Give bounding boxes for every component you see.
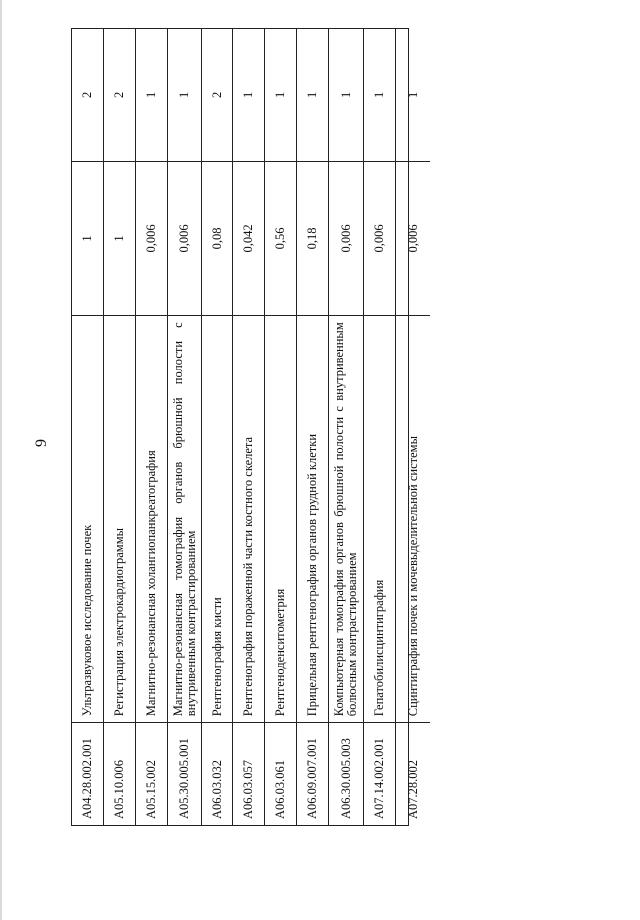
service-name: Магнитно-резонансная холангиопанкреатография — [136, 315, 167, 722]
service-name: Гепатобилисцинтиграфия — [364, 315, 395, 722]
service-code: A06.03.057 — [233, 722, 264, 825]
service-code: A04.28.002.001 — [72, 722, 103, 825]
service-name: Рентгенография пораженной части костного скелета — [233, 315, 264, 722]
services-table — [71, 28, 420, 826]
multiplicity-value: 2 — [112, 91, 126, 98]
table-row — [329, 29, 364, 825]
service-name: Рентгеноденситометрия — [265, 315, 296, 722]
service-name — [329, 315, 363, 722]
service-name: Рентгенография кисти — [202, 315, 232, 722]
frequency-value: 0,18 — [297, 161, 328, 316]
multiplicity-value: 2 — [80, 91, 94, 98]
frequency-value: 0,08 — [202, 161, 232, 316]
page-number: 9 — [33, 439, 50, 447]
frequency-value: 1 — [72, 161, 103, 316]
service-code: A06.30.005.003 — [329, 722, 363, 825]
service-code: A07.28.002 — [396, 722, 430, 825]
service-code: A06.03.061 — [265, 722, 296, 825]
service-name: Ультразвуковое исследование почек — [72, 315, 103, 722]
frequency-value: 0,006 — [168, 161, 201, 316]
multiplicity-value: 1 — [338, 91, 353, 98]
table-row — [297, 29, 329, 825]
frequency-value: 0,042 — [233, 161, 264, 316]
frequency-value: 0,006 — [329, 161, 363, 316]
frequency-value: 1 — [104, 161, 135, 316]
multiplicity-value: 1 — [372, 91, 386, 98]
multiplicity-value: 2 — [209, 91, 224, 98]
service-code: A07.14.002.001 — [364, 722, 395, 825]
service-name: Сцинтиграфия почек и мочевыделительной системы — [396, 315, 430, 722]
service-name: Прицельная рентгенография органов грудной клетки — [297, 315, 328, 722]
multiplicity-value: 1 — [177, 91, 191, 98]
multiplicity-value: 1 — [273, 91, 287, 98]
table-row — [136, 29, 168, 825]
table-row — [202, 29, 233, 825]
table-row — [168, 29, 202, 825]
table-row — [104, 29, 136, 825]
service-code: A05.15.002 — [136, 722, 167, 825]
multiplicity-value: 1 — [241, 91, 255, 98]
table-row — [396, 29, 430, 825]
service-code: A05.10.006 — [104, 722, 135, 825]
multiplicity-value: 1 — [305, 91, 319, 98]
frequency-value: 0,006 — [396, 161, 430, 316]
service-name-text: Компьютерная томография органов брюшной полости с внутривенным болюсным контрастированием — [332, 322, 359, 717]
multiplicity-value: 1 — [405, 91, 420, 98]
service-name: Регистрация электрокардиограммы — [104, 315, 135, 722]
services-table-wrapper — [71, 28, 420, 826]
table-row — [72, 29, 104, 825]
frequency-value: 0,56 — [265, 161, 296, 316]
service-name-text: Магнитно-резонансная томография органов брюшной полости с внутривенным контрастированием — [170, 322, 198, 717]
service-code: A05.30.005.001 — [168, 722, 201, 825]
scan-edge — [0, 0, 2, 920]
multiplicity-value: 1 — [144, 91, 158, 98]
frequency-value: 0,006 — [364, 161, 395, 316]
service-code: A06.09.007.001 — [297, 722, 328, 825]
table-row — [364, 29, 396, 825]
service-code: A06.03.032 — [202, 722, 232, 825]
table-row — [233, 29, 265, 825]
table-row — [265, 29, 297, 825]
frequency-value: 0,006 — [136, 161, 167, 316]
service-name — [168, 315, 201, 722]
